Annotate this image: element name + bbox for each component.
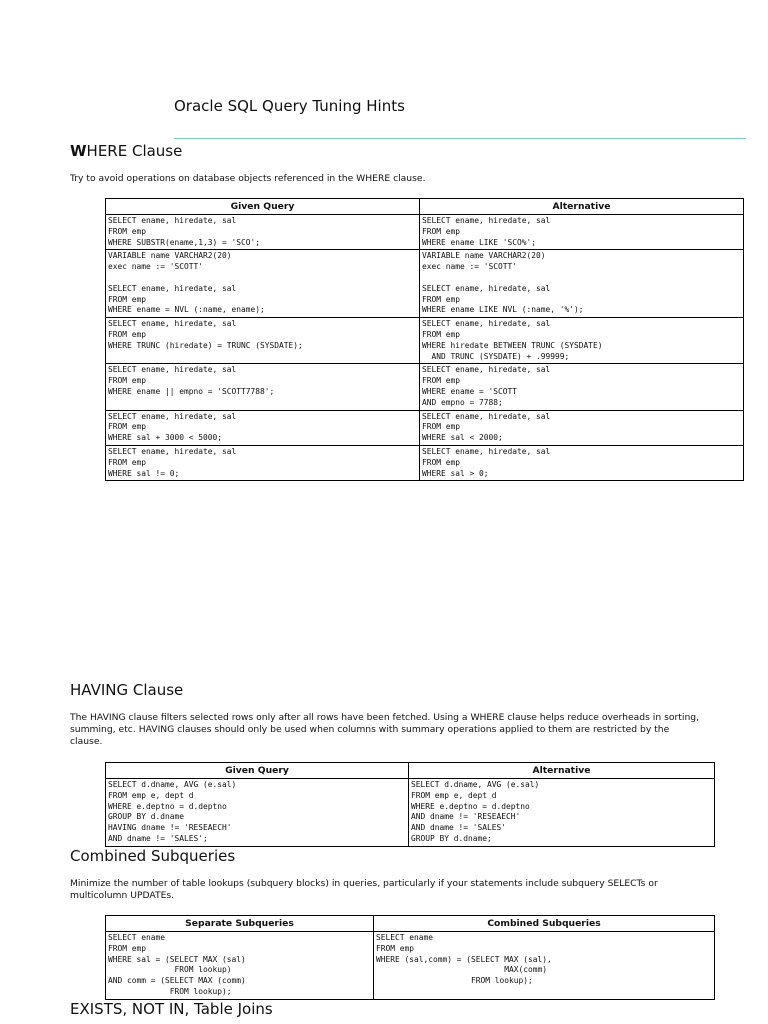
where-row (106, 410, 744, 445)
code-line: WHERE SUBSTR(ename,1,3) = 'SCO'; (108, 237, 261, 247)
code-line: exec name := 'SCOTT' (422, 262, 518, 272)
code-line: FROM emp e, dept d (411, 790, 497, 800)
having-alternative-cell (409, 779, 715, 847)
code-line: SELECT ename, hiredate, sal (422, 411, 551, 421)
where-row (106, 250, 744, 318)
where-alternative-cell (420, 250, 744, 318)
combined-row (106, 932, 715, 1000)
having-intro-line: summing, etc. HAVING clauses should only be used when columns with summary operations applied to them are restricted by the (70, 724, 670, 735)
code-line: WHERE e.deptno = d.deptno (411, 801, 530, 811)
code-line: AND dname != 'SALES'; (108, 833, 208, 843)
document-title: Oracle SQL Query Tuning Hints (174, 97, 405, 115)
code-line: FROM emp (422, 422, 461, 432)
where-row (106, 215, 744, 250)
code-line: WHERE ename = 'SCOTT (422, 386, 518, 396)
combined-column-separate: Separate Subqueries (106, 916, 374, 932)
where-column-alternative: Alternative (420, 199, 744, 215)
code-line: FROM emp (108, 457, 147, 467)
code-line (422, 273, 742, 284)
having-intro-line: clause. (70, 736, 103, 747)
combined-column-combined: Combined Subqueries (374, 916, 715, 932)
code-line: SELECT ename, hiredate, sal (108, 216, 237, 225)
combined-alternative-cell (374, 932, 715, 1000)
code-line: AND TRUNC (SYSDATE) + .99999; (422, 351, 570, 361)
code-line: SELECT ename, hiredate, sal (422, 365, 551, 375)
having-given-cell (106, 779, 409, 847)
where-column-given: Given Query (106, 199, 420, 215)
code-line: FROM emp (108, 376, 147, 386)
code-line: SELECT ename, hiredate, sal (422, 283, 551, 293)
code-line: FROM emp (108, 943, 147, 953)
code-line: FROM emp (422, 376, 461, 386)
where-row (106, 318, 744, 364)
where-given-cell (106, 215, 420, 250)
code-line: WHERE TRUNC (hiredate) = TRUNC (SYSDATE); (108, 340, 303, 350)
where-alternative-cell (420, 215, 744, 250)
where-given-cell (106, 318, 420, 364)
code-line: FROM lookup); (376, 976, 533, 986)
code-line: SELECT ename, hiredate, sal (108, 446, 237, 456)
code-line: AND dname != 'SALES' (411, 823, 507, 833)
combined-query-table (105, 915, 715, 1000)
where-query-table (105, 198, 744, 481)
code-line: WHERE ename = NVL (:name, ename); (108, 305, 265, 315)
code-line: FROM emp (108, 329, 147, 339)
where-row (106, 445, 744, 480)
where-heading-initial: W (70, 142, 87, 160)
code-line: FROM lookup); (108, 986, 232, 996)
where-given-cell (106, 410, 420, 445)
code-line: GROUP BY d.dname; (411, 833, 492, 843)
code-line: WHERE sal > 0; (422, 468, 489, 478)
where-given-cell (106, 250, 420, 318)
code-line: WHERE sal + 3000 < 5000; (108, 433, 223, 443)
code-line: AND dname != 'RESEAECH' (411, 812, 521, 822)
code-line: exec name := 'SCOTT' (108, 262, 204, 272)
combined-subqueries-heading: Combined Subqueries (70, 847, 236, 865)
where-row (106, 364, 744, 410)
code-line: AND empno = 7788; (422, 397, 503, 407)
having-clause-heading: HAVING Clause (70, 681, 184, 699)
code-line (108, 273, 418, 284)
where-alternative-cell (420, 410, 744, 445)
exists-not-in-heading: EXISTS, NOT IN, Table Joins (70, 1000, 273, 1018)
where-given-cell (106, 364, 420, 410)
code-line: AND comm = (SELECT MAX (comm) (108, 976, 246, 986)
where-intro-text: Try to avoid operations on database objects referenced in the WHERE clause. (70, 173, 426, 184)
combined-given-cell (106, 932, 374, 1000)
code-line: WHERE ename LIKE 'SCO%'; (422, 237, 537, 247)
where-clause-heading (70, 142, 182, 160)
code-line: GROUP BY d.dname (108, 812, 185, 822)
code-line: FROM emp (422, 329, 461, 339)
having-intro-text (70, 712, 699, 748)
combined-intro-line: multicolumn UPDATEs. (70, 890, 175, 901)
code-line: FROM emp (422, 294, 461, 304)
having-column-given: Given Query (106, 763, 409, 779)
code-line: FROM emp (422, 226, 461, 236)
code-line: FROM emp (108, 226, 147, 236)
where-alternative-cell (420, 364, 744, 410)
code-line: WHERE sal < 2000; (422, 433, 503, 443)
code-line: SELECT d.dname, AVG (e.sal) (108, 780, 237, 789)
code-line: WHERE sal != 0; (108, 468, 180, 478)
code-line: SELECT ename, hiredate, sal (422, 446, 551, 456)
code-line: WHERE sal = (SELECT MAX (sal) (108, 954, 246, 964)
code-line: WHERE ename LIKE NVL (:name, '%'); (422, 305, 584, 315)
where-heading-rest: HERE Clause (86, 142, 183, 160)
code-line: SELECT ename, hiredate, sal (422, 319, 551, 329)
code-line: HAVING dname != 'RESEAECH' (108, 823, 232, 833)
code-line: MAX(comm) (376, 965, 548, 975)
code-line: FROM emp (376, 943, 415, 953)
having-intro-line: The HAVING clause filters selected rows only after all rows have been fetched. Using a WHERE clause helps reduce overheads in sorting, (70, 712, 700, 723)
title-divider (174, 138, 746, 139)
where-given-cell (106, 445, 420, 480)
combined-intro-text (70, 878, 658, 902)
code-line: VARIABLE name VARCHAR2(20) (422, 251, 546, 261)
code-line: SELECT ename (108, 933, 166, 942)
code-line: WHERE hiredate BETWEEN TRUNC (SYSDATE) (422, 340, 603, 350)
where-alternative-cell (420, 318, 744, 364)
where-alternative-cell (420, 445, 744, 480)
code-line: SELECT ename, hiredate, sal (108, 283, 237, 293)
code-line: SELECT d.dname, AVG (e.sal) (411, 780, 540, 789)
code-line: VARIABLE name VARCHAR2(20) (108, 251, 232, 261)
code-line: SELECT ename, hiredate, sal (422, 216, 551, 225)
code-line: FROM lookup) (108, 965, 232, 975)
code-line: SELECT ename (376, 933, 434, 942)
code-line: FROM emp (422, 457, 461, 467)
code-line: FROM emp e, dept d (108, 790, 194, 800)
having-query-table (105, 762, 715, 847)
having-row (106, 779, 715, 847)
code-line: FROM emp (108, 422, 147, 432)
code-line: SELECT ename, hiredate, sal (108, 365, 237, 375)
code-line: WHERE (sal,comm) = (SELECT MAX (sal), (376, 954, 552, 964)
code-line: WHERE ename || empno = 'SCOTT7788'; (108, 386, 275, 396)
code-line: WHERE e.deptno = d.deptno (108, 801, 227, 811)
code-line: SELECT ename, hiredate, sal (108, 411, 237, 421)
code-line: SELECT ename, hiredate, sal (108, 319, 237, 329)
combined-intro-line: Minimize the number of table lookups (subquery blocks) in queries, particularly if your statements include subquery SELECTs or (70, 878, 658, 889)
code-line: FROM emp (108, 294, 147, 304)
having-column-alternative: Alternative (409, 763, 715, 779)
